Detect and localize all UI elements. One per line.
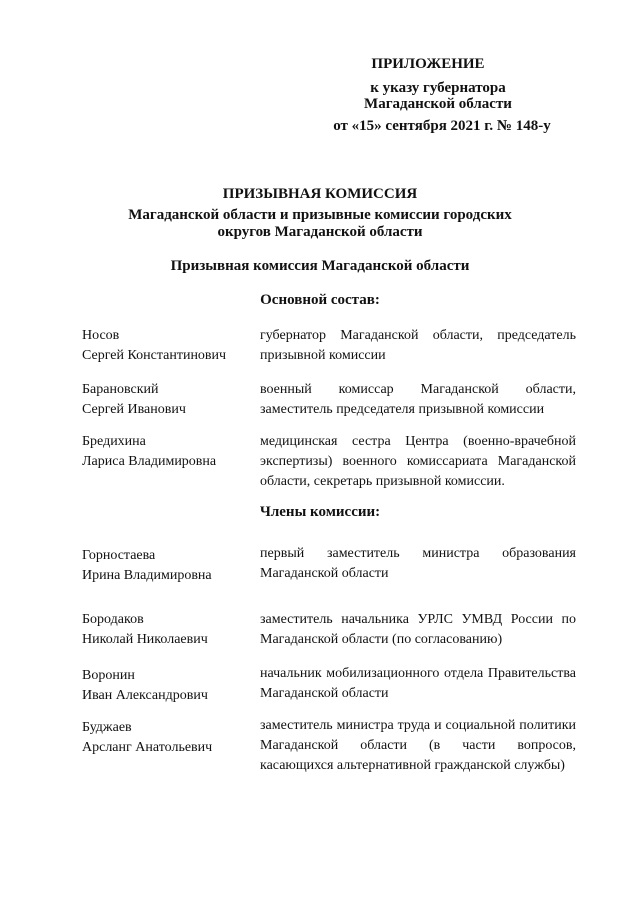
member-given-names: Лариса Владимировна <box>82 454 217 469</box>
members-heading: Члены комиссии: <box>259 504 381 520</box>
member-given-names: Арсланг Анатольевич <box>82 740 213 755</box>
section-title: Призывная комиссия Магаданской области <box>170 258 470 274</box>
member-name <box>82 718 252 758</box>
member-surname: Буджаев <box>82 720 132 735</box>
member-role: начальник мобилизационного отдела Правительства Магаданской области <box>260 666 576 701</box>
appendix-title: ПРИЛОЖЕНИЕ <box>371 56 485 72</box>
member-role: первый заместитель министра образования Магаданской области <box>260 546 576 581</box>
member-surname: Горностаева <box>82 548 156 563</box>
appendix-region-line: Магаданской области <box>364 96 512 112</box>
main-composition-heading: Основной состав: <box>260 292 380 308</box>
member-role: военный комиссар Магаданской области, заместитель председателя призывной комиссии <box>260 382 576 417</box>
member-role: губернатор Магаданской области, председатель призывной комиссии <box>260 328 576 363</box>
member-name <box>82 546 252 586</box>
member-role: медицинская сестра Центра (военно-врачебной экспертизы) военного комиссариата Магаданской области, секретарь призывной комиссии. <box>260 434 576 489</box>
member-surname: Носов <box>82 328 120 343</box>
member-role: заместитель министра труда и социальной политики Магаданской области (в части вопросов, касающихся альтернативной гражданской службы) <box>260 718 576 773</box>
appendix-date-line: от «15» сентября 2021 г. № 148-у <box>333 118 551 134</box>
member-given-names: Иван Александрович <box>82 688 208 703</box>
member-name <box>82 610 252 650</box>
member-role: заместитель начальника УРЛС УМВД России по Магаданской области (по согласованию) <box>260 612 576 647</box>
document-title: ПРИЗЫВНАЯ КОМИССИЯ <box>222 186 418 202</box>
member-surname: Бредихина <box>82 434 146 449</box>
member-given-names: Сергей Константинович <box>82 348 227 363</box>
member-surname: Бородаков <box>82 612 144 627</box>
member-given-names: Сергей Иванович <box>82 402 186 417</box>
appendix-decree-line: к указу губернатора <box>370 80 506 96</box>
document-subtitle: Магаданской области и призывные комиссии городских округов Магаданской области <box>128 207 512 240</box>
member-name <box>82 326 252 366</box>
member-name <box>82 380 252 420</box>
member-given-names: Ирина Владимировна <box>82 568 212 583</box>
member-surname: Барановский <box>82 382 159 397</box>
member-name <box>82 666 252 706</box>
member-given-names: Николай Николаевич <box>82 632 208 647</box>
member-name <box>82 432 252 472</box>
member-surname: Воронин <box>82 668 135 683</box>
